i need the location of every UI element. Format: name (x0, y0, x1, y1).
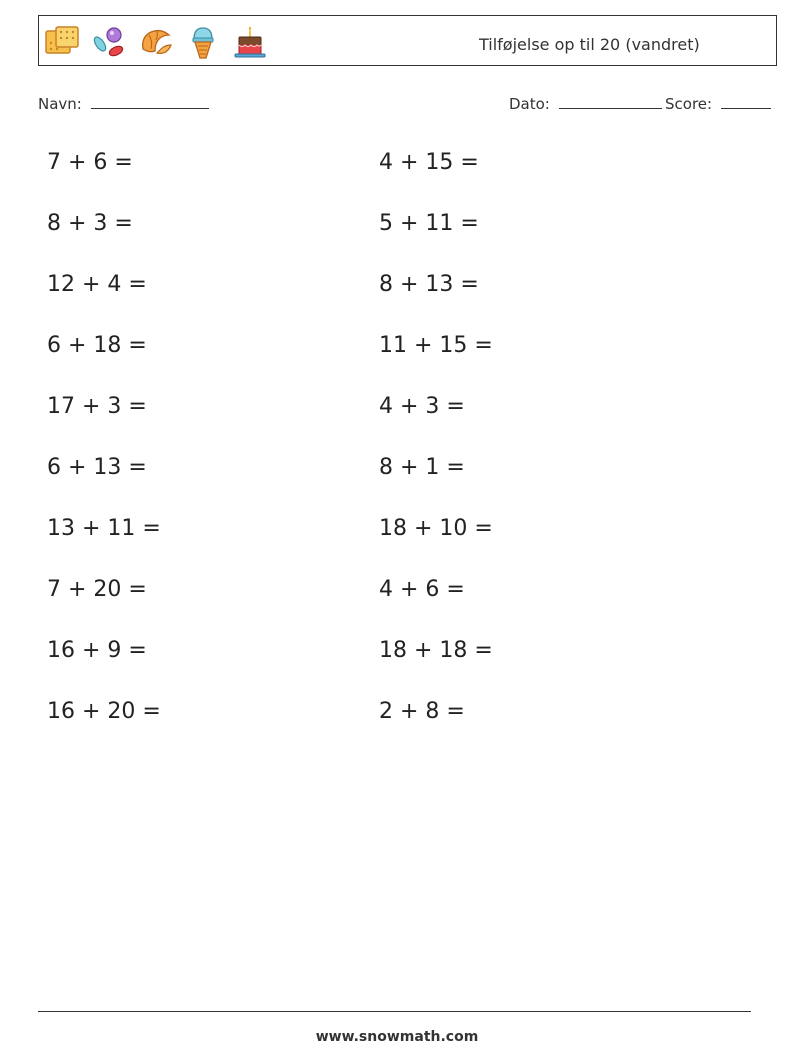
problem-right-10: 2 + 8 = (379, 699, 465, 724)
problem-left-9: 16 + 9 = (47, 638, 147, 663)
score-label: Score: (665, 95, 713, 113)
worksheet-title: Tilføjelse op til 20 (vandret) (479, 35, 700, 54)
problem-left-4: 6 + 18 = (47, 333, 147, 358)
problem-left-1: 7 + 6 = (47, 150, 133, 175)
problem-right-4: 11 + 15 = (379, 333, 493, 358)
name-label: Navn: (38, 95, 82, 113)
problem-left-5: 17 + 3 = (47, 394, 147, 419)
problem-right-9: 18 + 18 = (379, 638, 493, 663)
problem-left-6: 6 + 13 = (47, 455, 147, 480)
date-label: Dato: (509, 95, 550, 113)
problem-right-6: 8 + 1 = (379, 455, 465, 480)
problem-right-8: 4 + 6 = (379, 577, 465, 602)
problem-left-3: 12 + 4 = (47, 272, 147, 297)
problem-right-1: 4 + 15 = (379, 150, 479, 175)
problem-right-5: 4 + 3 = (379, 394, 465, 419)
problem-left-8: 7 + 20 = (47, 577, 147, 602)
footer-divider (38, 1011, 751, 1012)
problem-right-3: 8 + 13 = (379, 272, 479, 297)
problem-left-7: 13 + 11 = (47, 516, 161, 541)
problem-right-2: 5 + 11 = (379, 211, 479, 236)
problem-left-10: 16 + 20 = (47, 699, 161, 724)
footer-website[interactable]: www.snowmath.com (315, 1029, 479, 1045)
problem-left-2: 8 + 3 = (47, 211, 133, 236)
problem-right-7: 18 + 10 = (379, 516, 493, 541)
